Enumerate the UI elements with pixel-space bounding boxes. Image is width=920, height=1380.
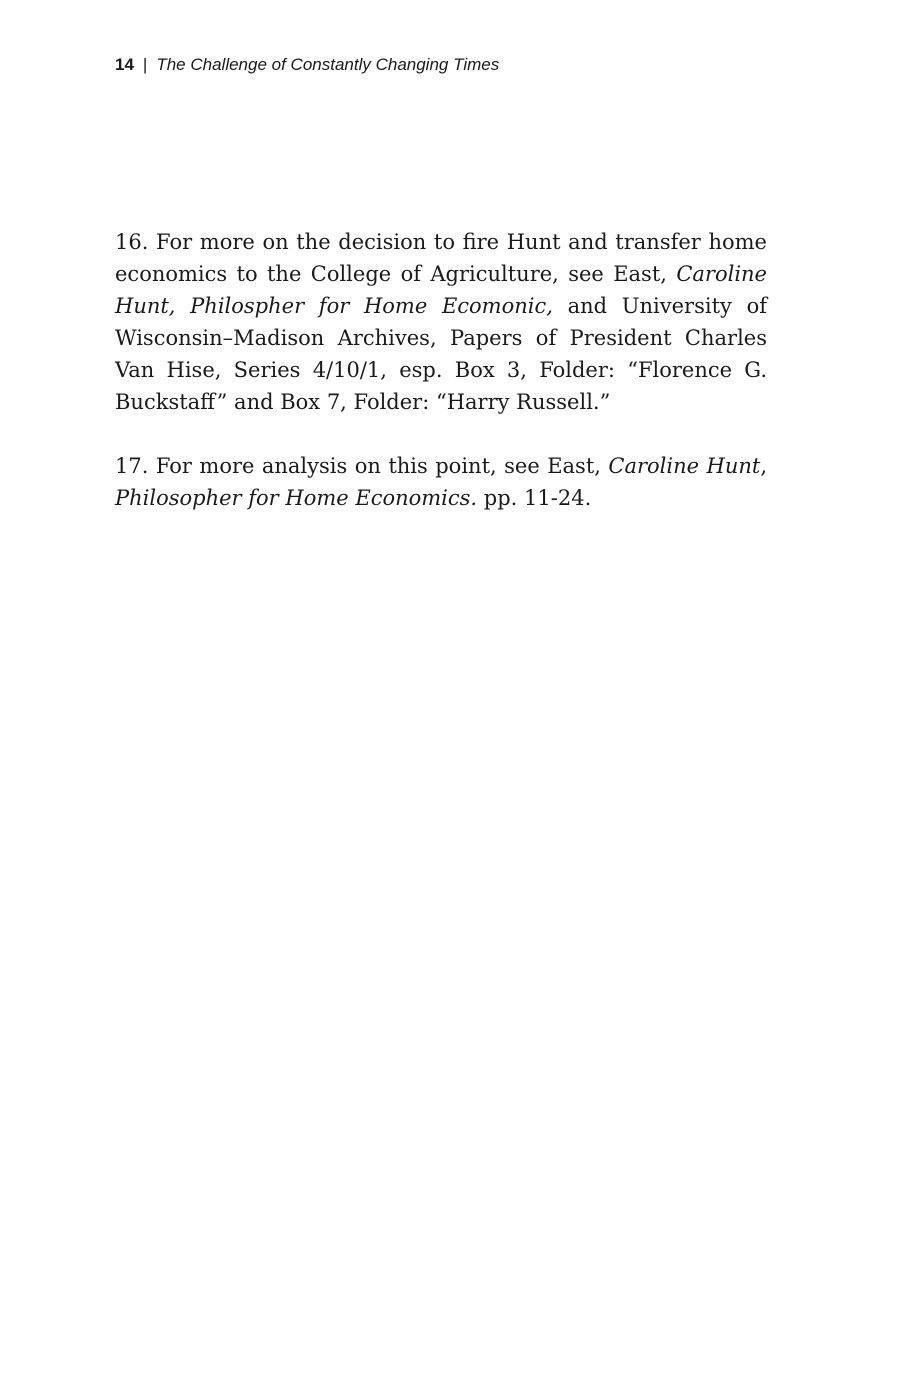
note-text: and University of Wisconsin–Madison Archives, Papers of President Charles Van Hise, Series 4/10/1, esp. Box 3, Folder: “Florence G. Buckstaff” and Box 7, Folder: “Harry Russell.”: [115, 294, 767, 414]
note-citation-title: Caroline Hunt, Philospher for Home Ecomonic,: [115, 262, 767, 318]
note-text: For more analysis on this point, see East,: [155, 454, 601, 478]
note-punctuation: ,: [760, 454, 767, 478]
endnote-17: [115, 450, 767, 514]
endnotes: [115, 226, 767, 546]
note-text: For more on the decision to fire Hunt and transfer home economics to the College of Agriculture, see East,: [115, 230, 767, 286]
running-title: The Challenge of Constantly Changing Times: [156, 55, 500, 74]
running-head: [115, 55, 499, 75]
endnote-16: [115, 226, 767, 418]
page-number: 14: [115, 55, 134, 74]
note-pages: pp. 11-24.: [483, 486, 592, 510]
note-number: 16.: [115, 230, 149, 254]
note-citation-subtitle: Philosopher for Home Economics.: [115, 486, 478, 510]
header-separator: |: [142, 55, 148, 74]
note-number: 17.: [115, 454, 149, 478]
note-citation-title: Caroline Hunt: [608, 454, 761, 478]
